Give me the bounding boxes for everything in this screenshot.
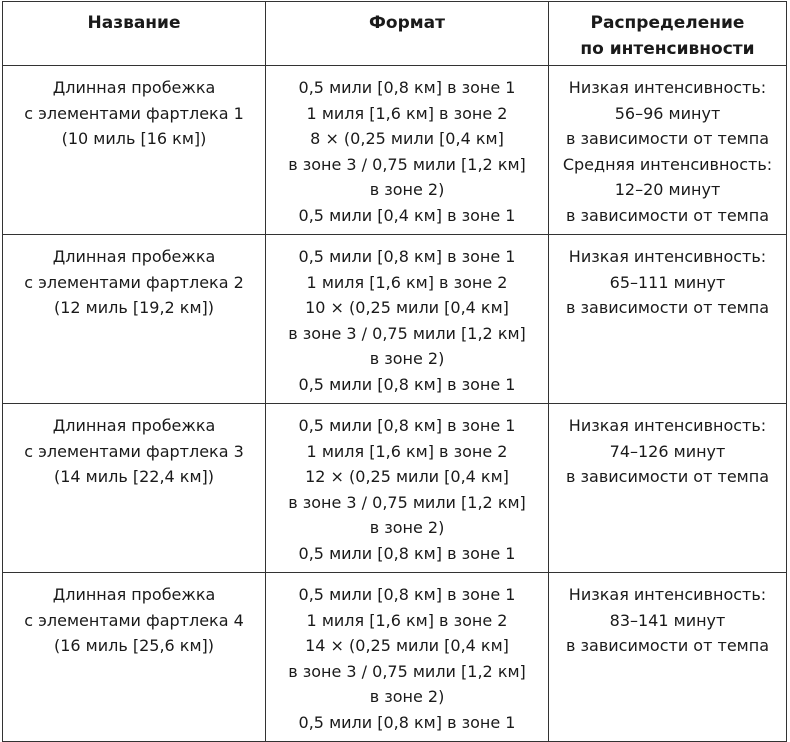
distribution-cell-line: 12–20 минут	[614, 180, 721, 199]
distribution-cell-line: Низкая интенсивность:	[568, 585, 767, 604]
format-cell-line: в зоне 2)	[369, 687, 445, 706]
format-cell-line: 0,5 мили [0,8 км] в зоне 1	[298, 247, 516, 266]
format-cell-line: в зоне 2)	[369, 518, 445, 537]
format-cell-line: 10 × (0,25 мили [0,4 км]	[305, 298, 509, 317]
format-cell-line: 8 × (0,25 мили [0,4 км]	[310, 129, 504, 148]
format-cell	[266, 573, 549, 742]
format-cell	[266, 235, 549, 404]
name-cell-line: (14 миль [22,4 км])	[53, 467, 215, 486]
header-format-label: Формат	[369, 13, 445, 33]
name-cell-line: Длинная пробежка	[52, 585, 216, 604]
name-cell-line: с элементами фартлека 4	[24, 610, 244, 630]
format-cell-line: 0,5 мили [0,4 км] в зоне 1	[298, 205, 516, 225]
format-cell-line: 0,5 мили [0,8 км] в зоне 1	[298, 374, 516, 394]
distribution-cell-line: 74–126 минут	[609, 441, 726, 461]
name-cell-line: Длинная пробежка	[52, 416, 216, 435]
name-cell	[3, 66, 266, 235]
name-cell-line: (12 миль [19,2 км])	[53, 298, 215, 317]
distribution-cell	[549, 404, 787, 573]
name-cell	[3, 235, 266, 404]
name-cell-line: с элементами фартлека 2	[24, 272, 244, 292]
format-cell-line: в зоне 2)	[369, 349, 445, 368]
format-cell-line: 0,5 мили [0,8 км] в зоне 1	[298, 78, 516, 97]
format-cell-line: 0,5 мили [0,8 км] в зоне 1	[298, 543, 516, 563]
distribution-cell-line: в зависимости от темпа	[565, 129, 769, 148]
header-format	[266, 2, 549, 66]
format-cell-line: 1 миля [1,6 км] в зоне 2	[306, 103, 508, 123]
table-row	[3, 235, 787, 404]
distribution-cell-line: Низкая интенсивность:	[568, 78, 767, 97]
header-distribution-label-1: Распределение	[590, 13, 745, 33]
distribution-cell-line: в зависимости от темпа	[565, 298, 769, 317]
distribution-cell-line: в зависимости от темпа	[565, 636, 769, 655]
table-header-row	[3, 2, 787, 66]
format-cell-line: 0,5 мили [0,8 км] в зоне 1	[298, 416, 516, 435]
name-cell-line: с элементами фартлека 3	[24, 441, 244, 461]
format-cell-line: 1 миля [1,6 км] в зоне 2	[306, 272, 508, 292]
distribution-cell-line: в зависимости от темпа	[565, 205, 769, 225]
format-cell	[266, 66, 549, 235]
name-cell-line: (10 миль [16 км])	[61, 129, 207, 148]
distribution-cell-line: 83–141 минут	[609, 610, 726, 630]
distribution-cell-line: Низкая интенсивность:	[568, 247, 767, 266]
name-cell-line: Длинная пробежка	[52, 247, 216, 266]
header-distribution-label-2: по интенсивности	[580, 39, 755, 59]
name-cell-line: (16 миль [25,6 км])	[53, 636, 215, 655]
format-cell-line: в зоне 3 / 0,75 мили [1,2 км]	[288, 323, 526, 343]
distribution-cell-line: в зависимости от темпа	[565, 467, 769, 486]
format-cell-line: 0,5 мили [0,8 км] в зоне 1	[298, 585, 516, 604]
format-cell	[266, 404, 549, 573]
format-cell-line: 1 миля [1,6 км] в зоне 2	[306, 441, 508, 461]
name-cell	[3, 573, 266, 742]
name-cell	[3, 404, 266, 573]
distribution-cell	[549, 235, 787, 404]
name-cell-line: с элементами фартлека 1	[24, 103, 244, 123]
distribution-cell-line: 65–111 минут	[609, 272, 726, 292]
distribution-cell	[549, 66, 787, 235]
format-cell-line: в зоне 2)	[369, 180, 445, 199]
format-cell-line: 14 × (0,25 мили [0,4 км]	[305, 636, 509, 655]
header-name	[3, 2, 266, 66]
format-cell-line: 0,5 мили [0,8 км] в зоне 1	[298, 712, 516, 732]
table-body	[3, 66, 787, 742]
table-row	[3, 573, 787, 742]
distribution-cell-line: Средняя интенсивность:	[562, 154, 773, 174]
name-cell-line: Длинная пробежка	[52, 78, 216, 97]
table-row	[3, 66, 787, 235]
distribution-cell-line: 56–96 минут	[614, 103, 721, 123]
format-cell-line: в зоне 3 / 0,75 мили [1,2 км]	[288, 661, 526, 681]
distribution-cell	[549, 573, 787, 742]
format-cell-line: 1 миля [1,6 км] в зоне 2	[306, 610, 508, 630]
format-cell-line: в зоне 3 / 0,75 мили [1,2 км]	[288, 154, 526, 174]
table-row	[3, 404, 787, 573]
format-cell-line: в зоне 3 / 0,75 мили [1,2 км]	[288, 492, 526, 512]
fartlek-table	[2, 1, 787, 742]
distribution-cell-line: Низкая интенсивность:	[568, 416, 767, 435]
header-distribution	[549, 2, 787, 66]
header-name-label: Название	[87, 13, 181, 33]
format-cell-line: 12 × (0,25 мили [0,4 км]	[305, 467, 509, 486]
